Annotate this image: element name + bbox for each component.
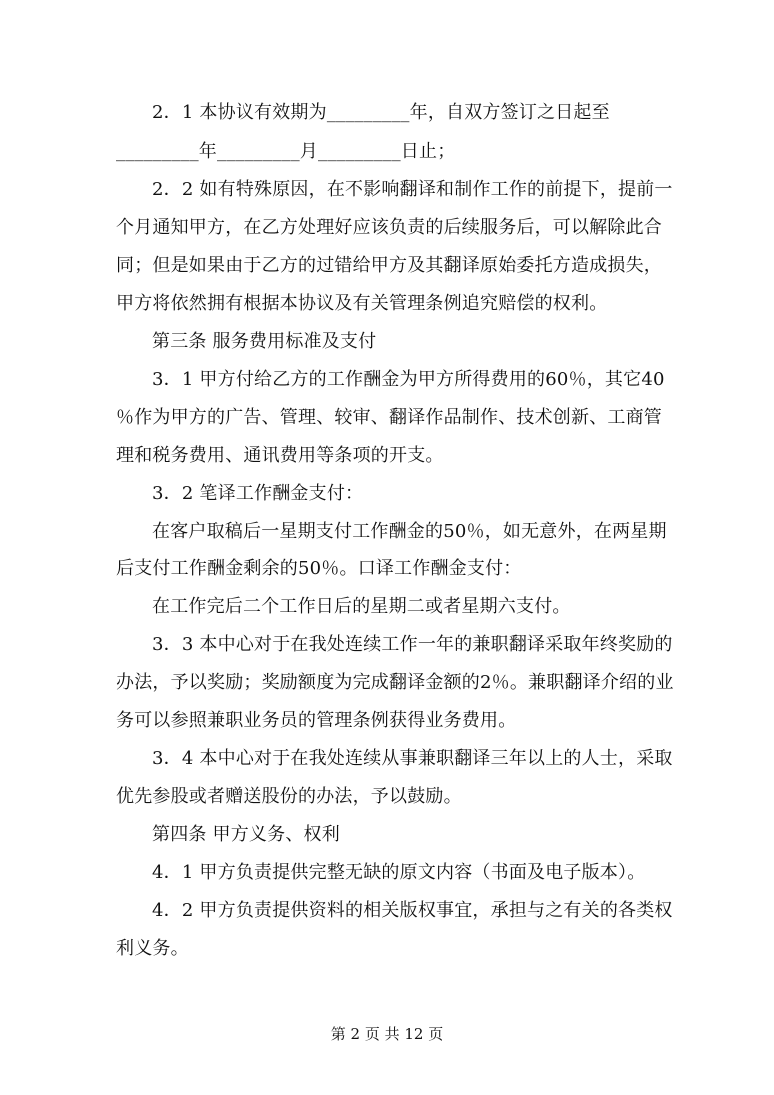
paragraph-2-1-line-1: 2．1 本协议有效期为_________年，自双方签订之日起至 <box>152 102 610 123</box>
paragraph-3-4-line-2: 优先参股或者赠送股份的办法，予以鼓励。 <box>116 786 462 807</box>
page-number-footer: 第 2 页 共 12 页 <box>330 1025 444 1043</box>
paragraph-2-2-line-4: 甲方将依然拥有根据本协议及有关管理条例追究赔偿的权利。 <box>116 293 608 314</box>
paragraph-3-2-line-2: 在客户取稿后一星期支付工作酬金的50％，如无意外，在两星期 <box>152 521 667 542</box>
section-heading-article-3: 第三条 服务费用标准及支付 <box>152 331 377 352</box>
paragraph-3-1-line-3: 理和税务费用、通讯费用等条项的开支。 <box>116 445 444 466</box>
paragraph-2-1-line-2: _________年_________月_________日止； <box>116 141 456 162</box>
paragraph-3-3-line-1: 3．3 本中心对于在我处连续工作一年的兼职翻译采取年终奖励的 <box>152 634 673 655</box>
paragraph-3-3-line-2: 办法，予以奖励；奖励额度为完成翻译金额的2％。兼职翻译介绍的业 <box>116 672 674 693</box>
paragraph-4-2-line-1: 4．2 甲方负责提供资料的相关版权事宜，承担与之有关的各类权 <box>152 900 673 921</box>
paragraph-2-2-line-3: 同；但是如果由于乙方的过错给甲方及其翻译原始委托方造成损失， <box>116 255 662 276</box>
paragraph-3-2-line-3: 后支付工作酬金剩余的50％。口译工作酬金支付： <box>116 558 522 579</box>
paragraph-3-1-line-2: ％作为甲方的广告、管理、较审、翻译作品制作、技术创新、工商管 <box>116 407 662 428</box>
paragraph-3-4-line-1: 3．4 本中心对于在我处连续从事兼职翻译三年以上的人士，采取 <box>152 748 673 769</box>
paragraph-3-2-line-4: 在工作完后二个工作日后的星期二或者星期六支付。 <box>152 596 571 617</box>
paragraph-4-1-line-1: 4．1 甲方负责提供完整无缺的原文内容（书面及电子版本）。 <box>152 862 646 883</box>
paragraph-3-2-line-1: 3．2 笔译工作酬金支付： <box>152 483 364 504</box>
paragraph-2-2-line-2: 个月通知甲方，在乙方处理好应该负责的后续服务后，可以解除此合 <box>116 217 662 238</box>
paragraph-3-1-line-1: 3．1 甲方付给乙方的工作酬金为甲方所得费用的60％，其它40 <box>152 369 665 390</box>
section-heading-article-4: 第四条 甲方义务、权利 <box>152 824 340 845</box>
paragraph-2-2-line-1: 2．2 如有特殊原因，在不影响翻译和制作工作的前提下，提前一 <box>152 179 673 200</box>
paragraph-4-2-line-2: 利义务。 <box>116 938 189 959</box>
paragraph-3-3-line-3: 务可以参照兼职业务员的管理条例获得业务费用。 <box>116 710 517 731</box>
